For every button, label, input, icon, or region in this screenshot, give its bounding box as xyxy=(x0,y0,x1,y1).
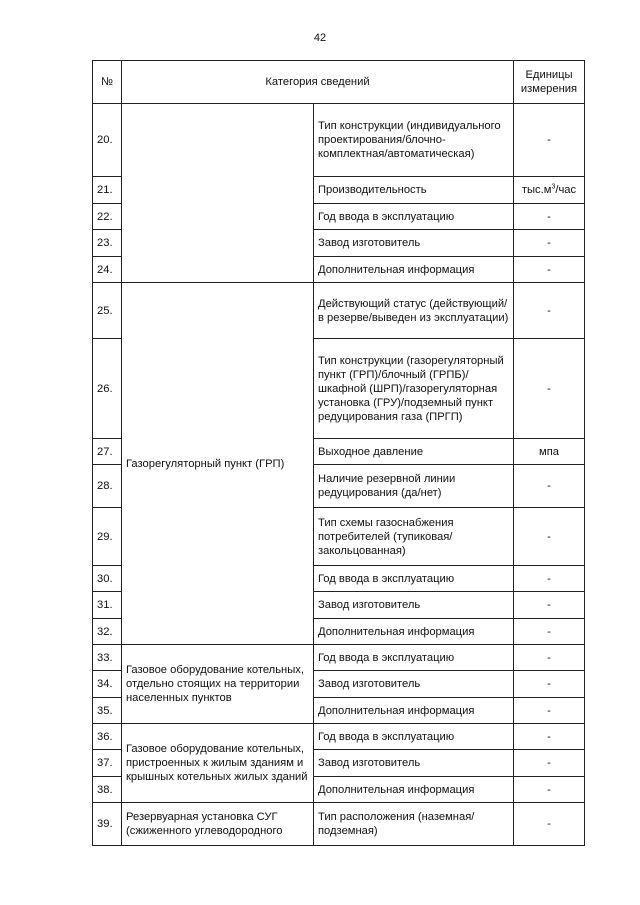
row-unit: мпа xyxy=(514,439,585,465)
row-unit: - xyxy=(514,619,585,645)
row-number: 31. xyxy=(93,592,122,619)
row-info: Год ввода в эксплуатацию xyxy=(314,724,514,750)
row-info: Завод изготовитель xyxy=(314,750,514,777)
row-unit xyxy=(514,177,585,204)
row-number: 20. xyxy=(93,104,122,177)
category-boiler-attached: Газовое оборудование котельных, пристроенных к жилым зданиям и крышных котельных жилых зданий xyxy=(122,724,314,803)
row-info: Дополнительная информация xyxy=(314,698,514,724)
category-empty xyxy=(122,104,314,283)
row-info: Тип схемы газоснабжения потребителей (тупиковая/закольцованная) xyxy=(314,508,514,566)
row-info: Год ввода в эксплуатацию xyxy=(314,645,514,671)
table-row xyxy=(93,645,585,671)
row-unit: - xyxy=(514,339,585,439)
row-info: Завод изготовитель xyxy=(314,230,514,257)
row-unit: - xyxy=(514,724,585,750)
category-lpg-tank: Резервуарная установка СУГ (сжиженного углеводородного xyxy=(122,803,314,846)
unit-main: тыс.м xyxy=(521,184,552,196)
row-info: Завод изготовитель xyxy=(314,592,514,619)
row-number: 23. xyxy=(93,230,122,257)
row-unit: - xyxy=(514,465,585,508)
row-unit: - xyxy=(514,777,585,803)
row-info: Дополнительная информация xyxy=(314,777,514,803)
row-number: 39. xyxy=(93,803,122,846)
row-unit: - xyxy=(514,698,585,724)
row-info: Завод изготовитель xyxy=(314,671,514,698)
row-info: Тип конструкции (газорегуляторный пункт (ГРП)/блочный (ГРПБ)/шкафной (ШРП)/газорегуляторная установка (ГРУ)/подземный пункт редуцирования газа (ПРГП) xyxy=(314,339,514,439)
category-boiler-standalone: Газовое оборудование котельных, отдельно стоящих на территории населенных пунктов xyxy=(122,645,314,724)
row-unit: - xyxy=(514,104,585,177)
table-row xyxy=(93,724,585,750)
unit-superscript: 3 xyxy=(551,183,556,191)
row-info: Год ввода в эксплуатацию xyxy=(314,204,514,230)
table-header-row xyxy=(93,61,585,104)
row-unit: - xyxy=(514,508,585,566)
row-unit: - xyxy=(514,566,585,592)
row-unit: - xyxy=(514,671,585,698)
row-info: Дополнительная информация xyxy=(314,619,514,645)
row-number: 37. xyxy=(93,750,122,777)
row-number: 34. xyxy=(93,671,122,698)
row-info: Наличие резервной линии редуцирования (да/нет) xyxy=(314,465,514,508)
row-number: 25. xyxy=(93,283,122,339)
row-number: 27. xyxy=(93,439,122,465)
row-unit: - xyxy=(514,750,585,777)
row-number: 29. xyxy=(93,508,122,566)
category-grp: Газорегуляторный пункт (ГРП) xyxy=(122,283,314,645)
row-unit: - xyxy=(514,645,585,671)
row-number: 38. xyxy=(93,777,122,803)
header-category: Категория сведений xyxy=(122,61,514,104)
row-unit: - xyxy=(514,283,585,339)
row-info: Действующий статус (действующий/в резерве/выведен из эксплуатации) xyxy=(314,283,514,339)
row-number: 36. xyxy=(93,724,122,750)
row-number: 32. xyxy=(93,619,122,645)
page-number: 42 xyxy=(313,32,327,44)
row-number: 26. xyxy=(93,339,122,439)
table-row xyxy=(93,803,585,846)
row-number: 24. xyxy=(93,257,122,283)
row-info: Год ввода в эксплуатацию xyxy=(314,566,514,592)
row-unit: - xyxy=(514,592,585,619)
row-info: Дополнительная информация xyxy=(314,257,514,283)
header-num: № xyxy=(93,61,122,104)
header-units: Единицы измерения xyxy=(514,61,585,104)
row-unit: - xyxy=(514,257,585,283)
unit-tail: /час xyxy=(555,184,577,196)
row-number: 28. xyxy=(93,465,122,508)
table-row xyxy=(93,104,585,177)
row-info: Тип конструкции (индивидуального проектирования/блочно-комплектная/автоматическая) xyxy=(314,104,514,177)
info-table xyxy=(92,60,585,846)
row-unit: - xyxy=(514,204,585,230)
row-unit: - xyxy=(514,230,585,257)
row-info: Производительность xyxy=(314,177,514,204)
row-info: Тип расположения (наземная/подземная) xyxy=(314,803,514,846)
row-number: 33. xyxy=(93,645,122,671)
row-info: Выходное давление xyxy=(314,439,514,465)
table-row xyxy=(93,283,585,339)
row-number: 35. xyxy=(93,698,122,724)
row-number: 22. xyxy=(93,204,122,230)
row-unit: - xyxy=(514,803,585,846)
row-number: 30. xyxy=(93,566,122,592)
row-number: 21. xyxy=(93,177,122,204)
